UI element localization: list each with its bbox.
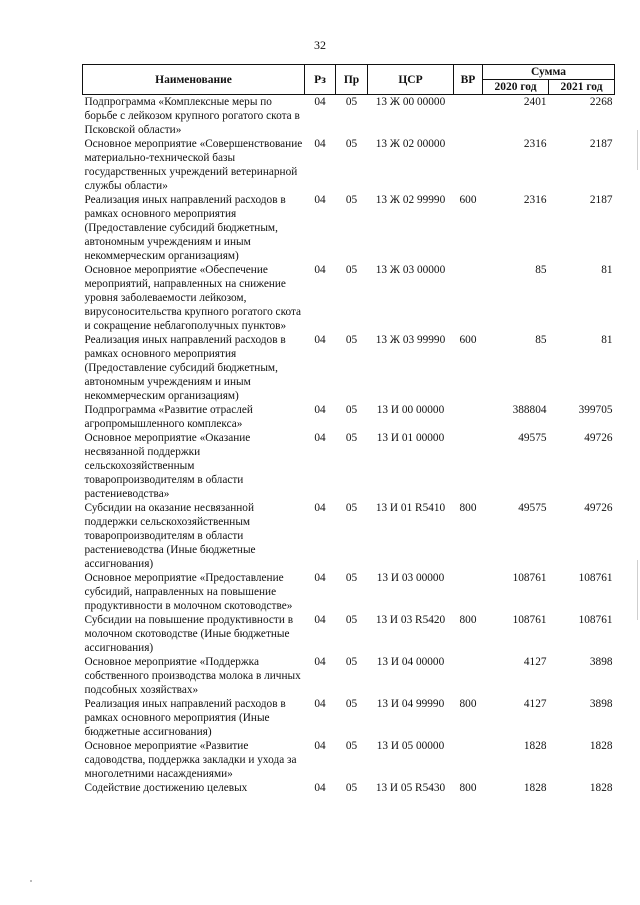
header-rz: Рз (305, 65, 336, 95)
row-sum-2021: 49726 (584, 432, 613, 444)
row-sum-2021: 3898 (589, 656, 613, 668)
row-name: Реализация иных направлений расходов в рамках основного мероприятия (Иные бюджетные ассигнования) (84, 698, 286, 738)
row-sum-2020: 108761 (512, 572, 547, 584)
row-sum-2021: 81 (601, 264, 613, 276)
row-name: Субсидии на повышение продуктивности в молочном скотоводстве (Иные бюджетные ассигнования) (84, 614, 294, 654)
row-vr (454, 431, 483, 501)
table-row (83, 403, 615, 431)
row-sum-2020: 4127 (523, 656, 547, 668)
row-sum-2021: 81 (601, 334, 613, 346)
scan-margin-mark (637, 560, 638, 620)
table-row (83, 263, 615, 333)
row-sum-2020: 2316 (523, 194, 547, 206)
row-vr (454, 263, 483, 333)
row-rz: 04 (314, 698, 326, 710)
row-name: Подпрограмма «Комплексные меры по борьбе с лейкозом крупного рогатого скота в Псковской области» (84, 96, 300, 136)
row-pr: 05 (345, 572, 358, 584)
row-sum-2021: 2187 (589, 138, 613, 150)
row-csr: 13 И 03 00000 (376, 572, 445, 584)
row-vr: 600 (459, 194, 477, 206)
row-sum-2021: 108761 (578, 614, 613, 626)
row-vr: 600 (459, 334, 477, 346)
row-rz: 04 (314, 194, 326, 206)
row-csr: 13 Ж 00 00000 (375, 96, 446, 108)
row-csr: 13 Ж 02 00000 (375, 138, 446, 150)
table-row (83, 333, 615, 403)
header-pr: Пр (336, 65, 368, 95)
budget-table (82, 64, 615, 795)
row-csr: 13 И 04 99990 (376, 698, 445, 710)
row-pr: 05 (345, 334, 358, 346)
table-row (83, 739, 615, 781)
row-sum-2020: 85 (535, 334, 547, 346)
row-name: Реализация иных направлений расходов в рамках основного мероприятия (Предоставление субсидий бюджетным, автономным учреждениям и иным некоммерческим организациям) (84, 334, 286, 402)
row-csr: 13 И 00 00000 (376, 404, 445, 416)
row-vr (454, 95, 483, 138)
row-sum-2020: 108761 (512, 614, 547, 626)
header-sum: Сумма (483, 65, 615, 80)
row-rz: 04 (314, 264, 326, 276)
scan-dot (30, 880, 32, 882)
row-sum-2020: 85 (535, 264, 547, 276)
row-pr: 05 (345, 698, 358, 710)
row-name: Основное мероприятие «Обеспечение мероприятий, направленных на снижение уровня заболеваемости лейкозом, вирусоносительства крупного рогатого скота и сокращение неблагополучных пунктов» (84, 264, 302, 332)
row-sum-2021: 49726 (584, 502, 613, 514)
page-number: 32 (314, 38, 326, 52)
header-vr: ВР (454, 65, 483, 95)
row-sum-2021: 399705 (578, 404, 613, 416)
row-rz: 04 (314, 782, 326, 794)
row-name: Подпрограмма «Развитие отраслей агропромышленного комплекса» (84, 404, 253, 430)
row-csr: 13 И 01 00000 (376, 432, 445, 444)
row-csr: 13 Ж 03 99990 (375, 334, 446, 346)
table-row (83, 501, 615, 571)
header-name: Наименование (83, 65, 305, 95)
row-csr: 13 И 03 R5420 (375, 614, 446, 626)
row-pr: 05 (345, 782, 358, 794)
row-vr (454, 403, 483, 431)
table-row (83, 781, 615, 795)
row-vr: 800 (459, 502, 477, 514)
row-rz: 04 (314, 502, 326, 514)
table-row (83, 655, 615, 697)
row-vr: 800 (459, 614, 477, 626)
row-pr: 05 (345, 138, 358, 150)
row-sum-2021: 3898 (589, 698, 613, 710)
header-year-2020: 2020 год (483, 80, 549, 95)
row-rz: 04 (314, 334, 326, 346)
row-pr: 05 (345, 502, 358, 514)
row-rz: 04 (314, 404, 326, 416)
table-row (83, 613, 615, 655)
row-pr: 05 (345, 656, 358, 668)
row-rz: 04 (314, 96, 326, 108)
row-rz: 04 (314, 138, 326, 150)
row-pr: 05 (345, 96, 358, 108)
table-body (83, 95, 615, 796)
row-vr (454, 739, 483, 781)
row-sum-2021: 108761 (578, 572, 613, 584)
row-rz: 04 (314, 614, 326, 626)
row-sum-2020: 1828 (523, 740, 547, 752)
row-vr: 800 (459, 698, 477, 710)
row-rz: 04 (314, 572, 326, 584)
row-sum-2021: 1828 (589, 782, 613, 794)
row-pr: 05 (345, 740, 358, 752)
row-csr: 13 И 04 00000 (376, 656, 445, 668)
table-row (83, 137, 615, 193)
header-csr: ЦСР (368, 65, 454, 95)
table-row (83, 95, 615, 138)
row-name: Субсидии на оказание несвязанной поддержки сельскохозяйственным товаропроизводителям в области растениеводства (Иные бюджетные ассигнования) (84, 502, 256, 570)
row-pr: 05 (345, 404, 358, 416)
row-sum-2020: 49575 (518, 502, 547, 514)
table-header (83, 65, 615, 95)
row-vr (454, 655, 483, 697)
row-vr (454, 571, 483, 613)
row-sum-2021: 2268 (589, 96, 613, 108)
row-pr: 05 (345, 264, 358, 276)
row-rz: 04 (314, 740, 326, 752)
row-sum-2020: 388804 (512, 404, 547, 416)
row-name: Основное мероприятие «Поддержка собственного производства молока в личных подсобных хозяйствах» (84, 656, 301, 696)
row-pr: 05 (345, 432, 358, 444)
row-name: Содействие достижению целевых (84, 782, 248, 794)
table-row (83, 697, 615, 739)
row-sum-2020: 4127 (523, 698, 547, 710)
row-sum-2021: 2187 (589, 194, 613, 206)
header-year-2021: 2021 год (549, 80, 615, 95)
table-row (83, 571, 615, 613)
row-name: Основное мероприятие «Развитие садоводства, поддержка закладки и ухода за многолетними насаждениями» (84, 740, 297, 780)
row-pr: 05 (345, 194, 358, 206)
row-csr: 13 И 05 R5430 (375, 782, 446, 794)
row-name: Основное мероприятие «Совершенствование материально-технической базы государственных учреждений ветеринарной службы области» (84, 138, 303, 192)
table-row (83, 193, 615, 263)
row-vr: 800 (459, 782, 477, 794)
row-name: Реализация иных направлений расходов в рамках основного мероприятия (Предоставление субсидий бюджетным, автономным учреждениям и иным некоммерческим организациям) (84, 194, 286, 262)
row-csr: 13 Ж 02 99990 (375, 194, 446, 206)
row-vr (454, 137, 483, 193)
row-name: Основное мероприятие «Оказание несвязанной поддержки сельскохозяйственным товаропроизводителям в области растениеводства» (84, 432, 251, 500)
row-pr: 05 (345, 614, 358, 626)
row-sum-2020: 1828 (523, 782, 547, 794)
scan-margin-mark (637, 130, 638, 170)
row-sum-2020: 2401 (523, 96, 547, 108)
row-csr: 13 И 01 R5410 (375, 502, 446, 514)
row-name: Основное мероприятие «Предоставление субсидий, направленных на повышение продуктивности в молочном скотоводстве» (84, 572, 293, 612)
row-sum-2021: 1828 (589, 740, 613, 752)
table-row (83, 431, 615, 501)
row-rz: 04 (314, 432, 326, 444)
row-csr: 13 Ж 03 00000 (375, 264, 446, 276)
row-csr: 13 И 05 00000 (376, 740, 445, 752)
row-rz: 04 (314, 656, 326, 668)
row-sum-2020: 2316 (523, 138, 547, 150)
row-sum-2020: 49575 (518, 432, 547, 444)
